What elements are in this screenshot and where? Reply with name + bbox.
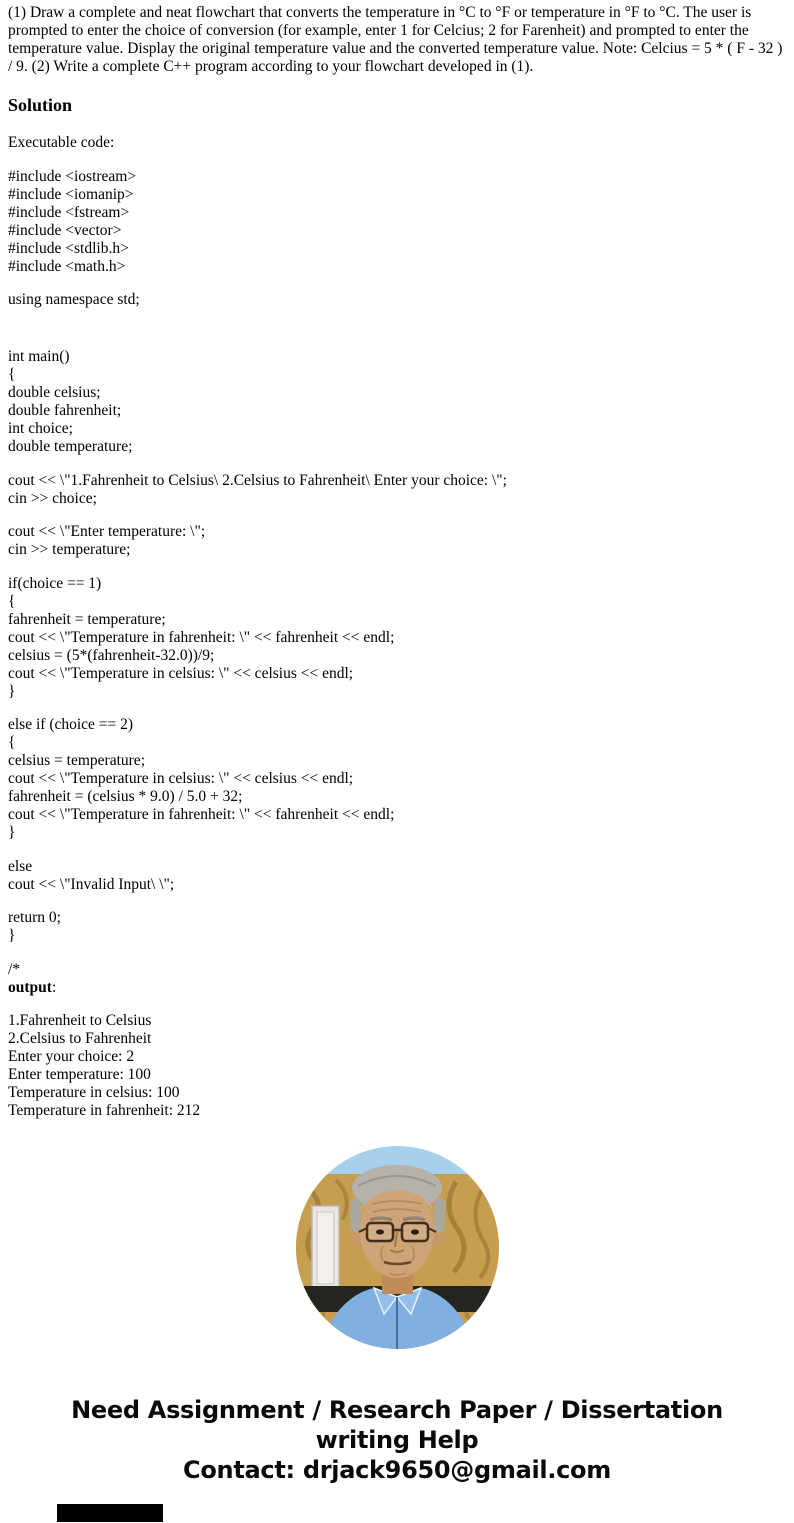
code-line: cout << \"Invalid Input\ \"; xyxy=(8,875,175,893)
executable-code-label: Executable code: xyxy=(8,134,115,151)
code-line: fahrenheit = temperature; xyxy=(8,610,166,628)
code-line: fahrenheit = (celsius * 9.0) / 5.0 + 32; xyxy=(8,788,243,805)
code-else-if-block xyxy=(8,716,786,842)
code-line: cin >> temperature; xyxy=(8,541,131,558)
code-prompt-block xyxy=(8,472,786,508)
output-line: Temperature in celsius: 100 xyxy=(8,1084,180,1101)
code-using-line: using namespace std; xyxy=(8,291,140,308)
code-line: else if (choice == 2) xyxy=(8,716,134,733)
code-line: cin >> choice; xyxy=(8,489,97,507)
code-return-block xyxy=(8,909,786,945)
tutor-photo xyxy=(296,1146,499,1349)
code-comment-output-block xyxy=(8,961,786,997)
code-line: #include <iomanip> xyxy=(8,185,134,203)
code-line: cout << \"Temperature in fahrenheit: \" << fahrenheit << endl; xyxy=(8,806,395,823)
code-line: #include <stdlib.h> xyxy=(8,239,129,257)
code-line: cout << \"Enter temperature: \"; xyxy=(8,523,206,540)
code-line: int choice; xyxy=(8,420,73,437)
code-line: celsius = (5*(fahrenheit-32.0))/9; xyxy=(8,646,215,664)
output-line: Temperature in fahrenheit: 212 xyxy=(8,1102,201,1119)
output-line: Enter temperature: 100 xyxy=(8,1066,151,1083)
footer-banner xyxy=(8,1395,786,1485)
code-main-block xyxy=(8,348,786,456)
code-line: celsius = temperature; xyxy=(8,752,145,769)
question-text: (1) Draw a complete and neat flowchart that converts the temperature in °C to °F or temperature in °F to °C. The user is prompted to enter the choice of conversion (for example, enter 1 for Celcius; 2 for Farenheit) and prompted to enter the temperature value. Display the original temperature value and the converted temperature value. Note: Celcius = 5 * ( F - 32 ) / 9. (2) Write a complete C++ program according to your flowchart developed in (1). xyxy=(8,4,783,75)
code-if-block xyxy=(8,575,786,701)
code-line: int main() xyxy=(8,348,70,365)
output-label-line xyxy=(8,979,786,997)
code-else-block xyxy=(8,858,786,894)
program-output-block xyxy=(8,1012,786,1120)
code-line: #include <math.h> xyxy=(8,257,126,275)
code-line: } xyxy=(8,824,16,841)
code-line: double fahrenheit; xyxy=(8,402,122,419)
tutor-photo-container xyxy=(8,1146,786,1349)
code-line: cout << \"Temperature in celsius: \" << celsius << endl; xyxy=(8,770,354,787)
code-line: else xyxy=(8,857,33,875)
code-blank-line xyxy=(8,325,786,333)
comment-open-line: /* xyxy=(8,960,21,978)
code-line: #include <vector> xyxy=(8,221,122,239)
solution-heading: Solution xyxy=(8,94,73,115)
code-line: } xyxy=(8,682,16,700)
footer-contact: Contact: drjack9650@gmail.com xyxy=(183,1456,611,1484)
code-line: #include <iostream> xyxy=(8,167,137,185)
code-line: cout << \"Temperature in fahrenheit: \" << fahrenheit << endl; xyxy=(8,628,395,646)
code-line: #include <fstream> xyxy=(8,203,130,221)
output-bold-label: output xyxy=(8,978,52,996)
code-line: { xyxy=(8,734,16,751)
output-line: 1.Fahrenheit to Celsius xyxy=(8,1012,152,1029)
code-line: { xyxy=(8,366,16,383)
code-line: if(choice == 1) xyxy=(8,574,102,592)
output-colon: : xyxy=(51,978,57,996)
code-line: cout << \"Temperature in celsius: \" << celsius << endl; xyxy=(8,664,354,682)
code-line: double temperature; xyxy=(8,438,133,455)
code-line: return 0; xyxy=(8,909,61,926)
code-includes-block xyxy=(8,168,786,276)
footer-heading-line2: writing Help xyxy=(315,1426,479,1454)
code-line: { xyxy=(8,592,16,610)
output-line: Enter your choice: 2 xyxy=(8,1048,135,1065)
code-line: cout << \"1.Fahrenheit to Celsius\ 2.Celsius to Fahrenheit\ Enter your choice: \"; xyxy=(8,471,507,489)
bottom-black-bar xyxy=(57,1504,163,1522)
footer-heading-line1: Need Assignment / Research Paper / Dissertation xyxy=(71,1396,723,1424)
output-line: 2.Celsius to Fahrenheit xyxy=(8,1030,152,1047)
code-line: double celsius; xyxy=(8,384,101,401)
code-read-temperature-block xyxy=(8,523,786,559)
code-line: } xyxy=(8,927,16,944)
